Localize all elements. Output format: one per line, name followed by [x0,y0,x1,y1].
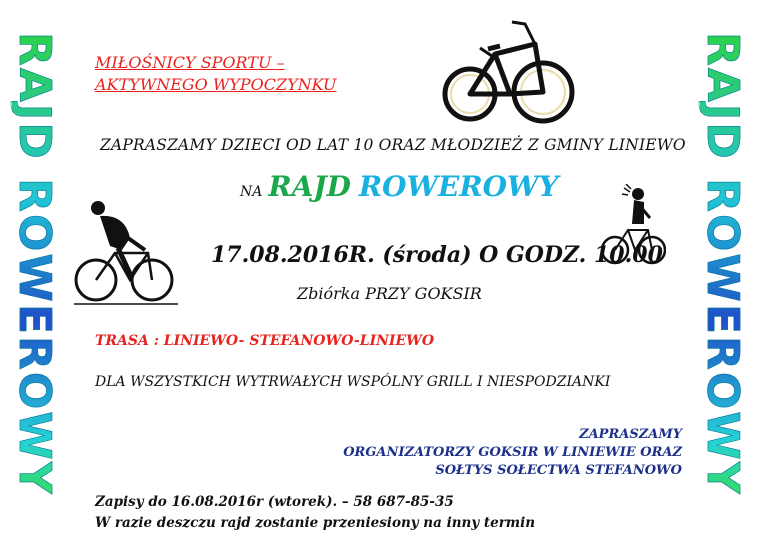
route: TRASA : LINIEWO- STEFANOWO-LINIEWO [95,333,435,349]
meeting-place: Zbiórka PRZY GOKSIR [297,284,482,303]
cyclist-left-illustration [70,198,180,308]
organizers-line-2: ORGANIZATORZY GOKSIR W LINIEWIE ORAZ [343,445,682,460]
heading-line-1: MIŁOŚNICY SPORTU – [95,53,285,72]
left-vertical-title: RAJD ROWEROWY [12,32,56,512]
heading [95,52,337,96]
footer [95,492,535,534]
invitation-text: ZAPRASZAMY DZIECI OD LAT 10 ORAZ MŁODZIEŻ Z GMINY LINIEWO [100,136,686,154]
organizers [343,426,682,480]
organizers-line-3: SOŁTYS SOŁECTWA STEFANOWO [435,463,682,478]
event-title-prefix: NA [240,184,263,200]
rain-notice: W razie deszczu rajd zostanie przeniesiony na inny termin [95,515,536,531]
event-title-rowerowy: ROWEROWY [358,170,559,203]
date-time: 17.08.2016R. (środa) O GODZ. 10.00 [211,242,663,268]
right-vertical-title: RAJD ROWEROWY [700,32,744,512]
event-title-rajd: RAJD [268,170,351,203]
organizers-line-1: ZAPRASZAMY [579,427,682,442]
grill-announcement: DLA WSZYSTKICH WYTRWAŁYCH WSPÓLNY GRILL I NIESPODZIANKI [95,374,611,390]
heading-line-2: AKTYWNEGO WYPOCZYNKU [95,75,337,94]
registration-info: Zapisy do 16.08.2016r (wtorek). – 58 687-85-35 [95,494,454,510]
event-title [240,170,558,203]
mountain-bike-illustration [440,14,585,124]
